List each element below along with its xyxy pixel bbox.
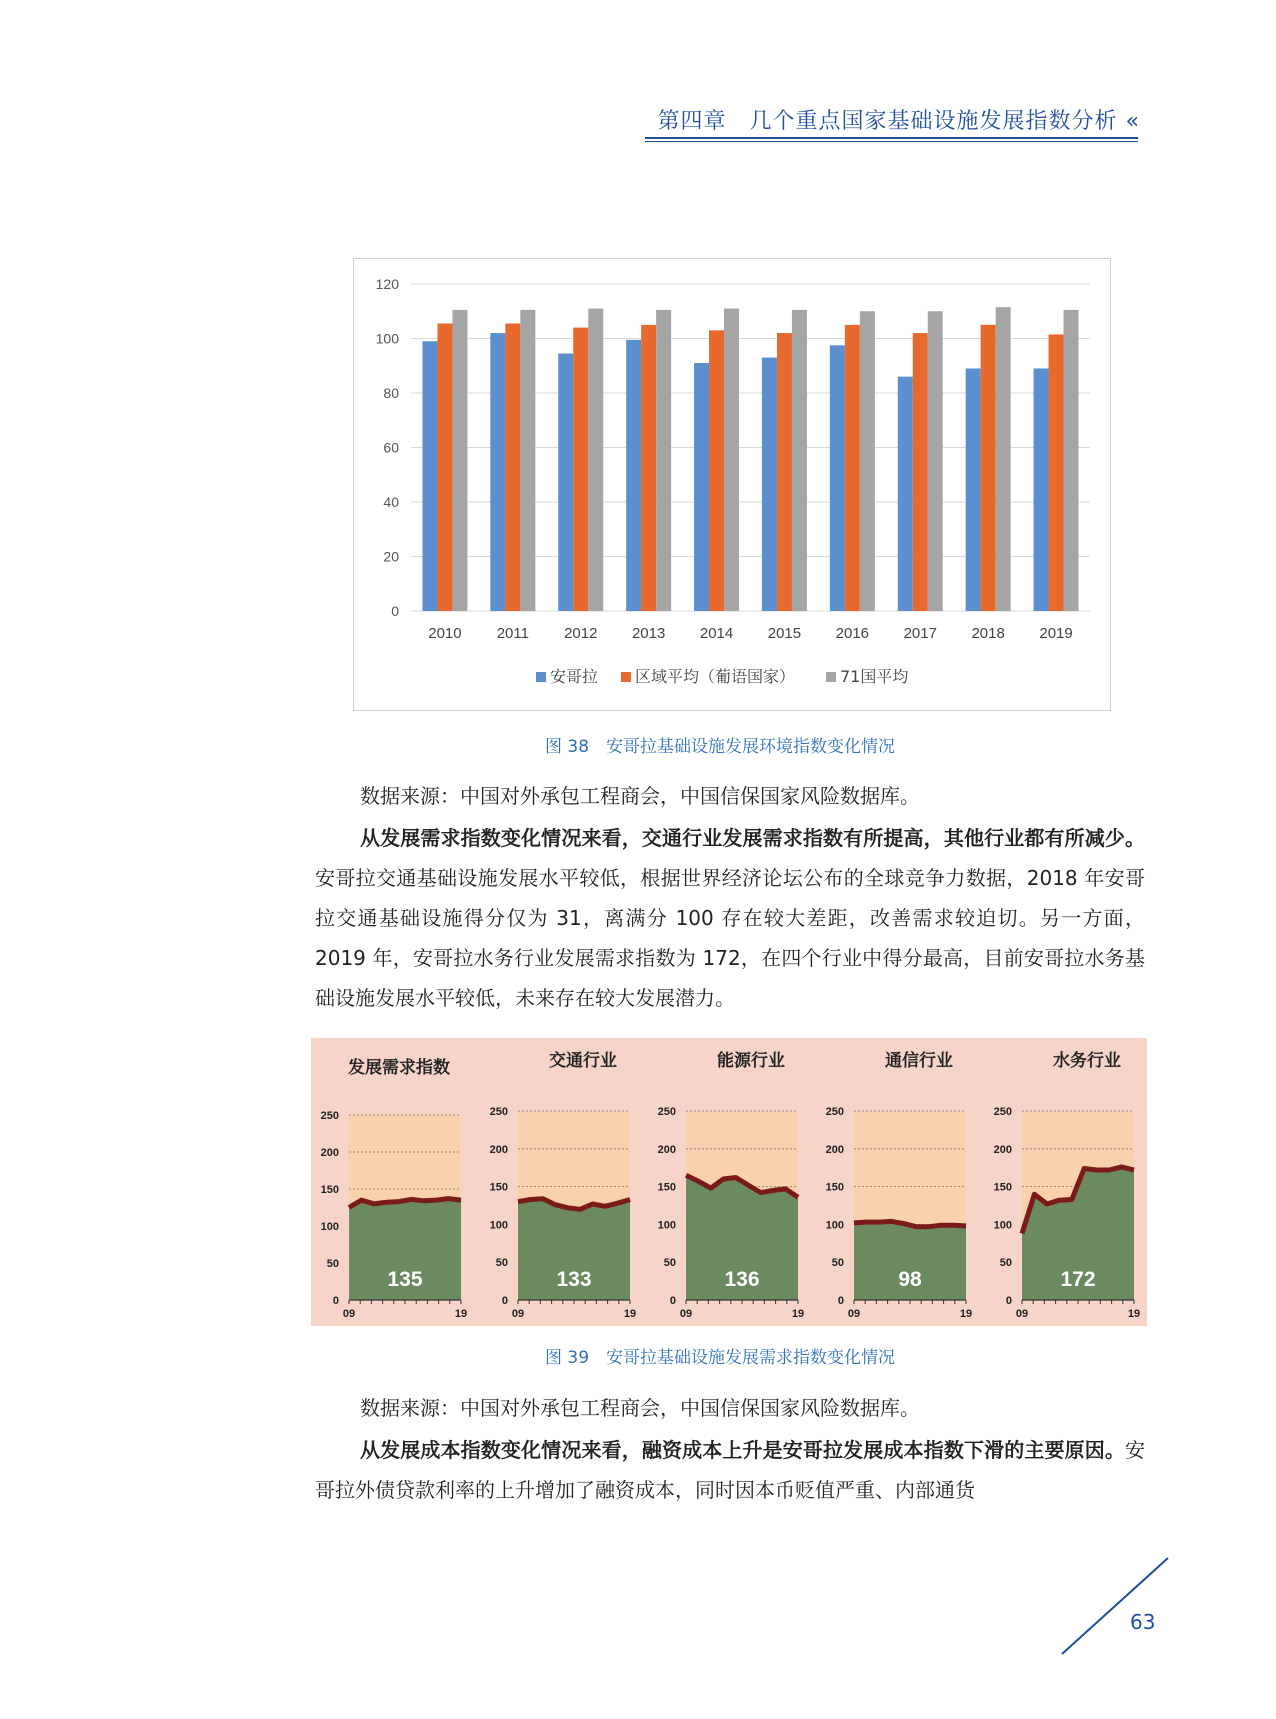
x-tick-label: 19 — [959, 1308, 973, 1320]
header-rule-thin — [645, 141, 1138, 142]
bar — [792, 310, 807, 611]
page-corner-line — [1060, 1556, 1170, 1656]
bar — [966, 368, 981, 611]
y-tick-label: 150 — [489, 1181, 508, 1194]
page-number: 63 — [1130, 1610, 1156, 1634]
bar — [1064, 310, 1079, 611]
y-tick-label: 50 — [495, 1257, 508, 1270]
y-tick-label: 200 — [320, 1147, 339, 1159]
x-tick-label: 19 — [623, 1308, 637, 1320]
small-chart-title: 能源行业 — [717, 1051, 785, 1071]
small-chart — [658, 1050, 804, 1320]
y-tick-label: 100 — [825, 1219, 844, 1232]
bar — [1049, 334, 1064, 611]
bar — [709, 330, 724, 611]
bar — [981, 325, 996, 611]
chart-legend — [536, 667, 908, 686]
x-tick-label: 2018 — [971, 625, 1005, 642]
small-chart — [321, 1057, 467, 1320]
bar — [1034, 368, 1049, 611]
figure-39-panel — [311, 1038, 1147, 1326]
bar — [860, 311, 875, 611]
y-tick-label: 0 — [837, 1295, 844, 1307]
y-tick-label: 50 — [831, 1257, 844, 1270]
x-tick-label: 2019 — [1039, 625, 1073, 642]
bar — [996, 307, 1011, 611]
x-tick-label: 09 — [342, 1308, 356, 1320]
bar — [558, 353, 573, 611]
x-tick-label: 09 — [679, 1308, 693, 1320]
x-tick-label: 2017 — [903, 625, 937, 642]
y-tick-label: 100 — [320, 1221, 339, 1233]
value-label: 136 — [724, 1268, 760, 1291]
x-tick-label: 2011 — [496, 625, 529, 642]
x-tick-label: 2013 — [631, 625, 666, 642]
small-chart — [994, 1050, 1140, 1320]
y-tick-label: 50 — [663, 1257, 676, 1270]
x-tick-label: 09 — [511, 1308, 525, 1320]
x-tick-label: 2016 — [835, 625, 870, 642]
paragraph-cost — [315, 1430, 1145, 1510]
x-tick-label: 2015 — [767, 625, 802, 642]
x-tick-label: 19 — [1127, 1308, 1141, 1320]
bar — [588, 309, 603, 611]
paragraph-demand — [315, 818, 1145, 1018]
y-tick-label: 150 — [657, 1181, 676, 1194]
y-tick-label: 200 — [825, 1143, 844, 1156]
y-tick-label: 0 — [1005, 1295, 1012, 1307]
bar — [520, 310, 535, 611]
bar — [505, 324, 520, 611]
small-chart — [490, 1050, 636, 1320]
y-tick-label: 250 — [825, 1106, 844, 1118]
y-tick-label: 150 — [993, 1181, 1012, 1194]
legend-entry: 安哥拉 — [550, 667, 599, 686]
y-tick-label: 200 — [657, 1143, 676, 1156]
x-tick-label: 09 — [1015, 1308, 1029, 1320]
bar — [422, 341, 437, 611]
bar — [898, 377, 913, 611]
bar — [626, 340, 641, 611]
bar — [928, 311, 943, 611]
legend-entry: 区域平均（葡语国家） — [635, 667, 796, 686]
bar — [573, 328, 588, 611]
x-tick-label: 2012 — [564, 625, 598, 642]
paragraph-cost-lead: 从发展成本指数变化情况来看，融资成本上升是安哥拉发展成本指数下滑的主要原因。 — [360, 1438, 1125, 1462]
figure-39-chart — [311, 1038, 1147, 1326]
paragraph-demand-lead: 从发展需求指数变化情况来看，交通行业发展需求指数有所提高，其他行业都有所减少。 — [360, 826, 1145, 850]
value-label: 98 — [898, 1268, 922, 1291]
y-tick-label: 150 — [825, 1181, 844, 1194]
bar — [694, 363, 709, 611]
paragraph-cost-body: 安哥拉外债贷款利率的上升增加了融资成本，同时因本币贬值严重、内部通货 — [315, 1438, 1145, 1502]
x-tick-label: 19 — [791, 1308, 805, 1320]
bar — [762, 358, 777, 611]
y-tick-label: 100 — [993, 1219, 1012, 1232]
x-tick-label: 2010 — [428, 625, 462, 642]
y-tick-label: 0 — [391, 603, 399, 619]
bar — [777, 333, 792, 611]
chapter-header: 第四章 几个重点国家基础设施发展指数分析 « — [657, 109, 1140, 134]
bar — [913, 333, 928, 611]
figure-38-chart — [354, 259, 1110, 710]
value-label: 135 — [387, 1268, 423, 1291]
small-chart-title: 交通行业 — [549, 1051, 617, 1071]
bar — [641, 325, 656, 611]
paragraph-demand-body: 安哥拉交通基础设施发展水平较低，根据世界经济论坛公布的全球竞争力数据，2018 年安哥拉交通基础设施得分仅为 31，离满分 100 存在较大差距，改善需求较迫切。另一方面，2019 年，安哥拉水务行业发展需求指数为 172，在四个行业中得分最高，目前安哥拉水务基础设施发展水平较低，未来存在较大发展潜力。 — [315, 866, 1145, 1010]
bar — [490, 333, 505, 611]
legend-swatch — [826, 672, 836, 682]
y-tick-label: 80 — [383, 385, 399, 401]
value-label: 133 — [556, 1268, 592, 1291]
bar — [437, 324, 452, 611]
small-chart — [826, 1050, 972, 1320]
figure-38-caption: 图 38 安哥拉基础设施发展环境指数变化情况 — [544, 737, 896, 757]
value-label: 172 — [1060, 1268, 1096, 1291]
y-tick-label: 250 — [320, 1110, 339, 1122]
y-tick-label: 250 — [993, 1106, 1012, 1118]
header-rule — [645, 137, 1138, 139]
x-tick-label: 2014 — [699, 625, 734, 642]
y-tick-label: 0 — [669, 1295, 676, 1307]
y-tick-label: 60 — [383, 439, 399, 456]
x-tick-label: 19 — [454, 1308, 468, 1320]
small-chart-title: 发展需求指数 — [348, 1058, 450, 1078]
y-tick-label: 50 — [999, 1257, 1012, 1270]
y-tick-label: 200 — [489, 1143, 508, 1156]
x-tick-label: 09 — [847, 1308, 861, 1320]
figure-39-caption: 图 39 安哥拉基础设施发展需求指数变化情况 — [544, 1348, 896, 1368]
small-chart-title: 水务行业 — [1053, 1051, 1121, 1071]
y-tick-label: 20 — [383, 548, 399, 565]
y-tick-label: 250 — [657, 1106, 676, 1118]
y-tick-label: 0 — [332, 1295, 339, 1307]
y-tick-label: 100 — [375, 330, 399, 347]
bar — [724, 309, 739, 611]
bar — [656, 310, 671, 611]
y-tick-label: 120 — [375, 276, 399, 292]
y-tick-label: 0 — [501, 1295, 508, 1307]
y-tick-label: 200 — [993, 1143, 1012, 1156]
legend-swatch — [536, 672, 546, 682]
bar — [845, 325, 860, 611]
y-tick-label: 150 — [320, 1184, 339, 1196]
bar — [830, 345, 845, 611]
small-chart-title: 通信行业 — [885, 1051, 953, 1071]
data-source-2: 数据来源：中国对外承包工程商会，中国信保国家风险数据库。 — [360, 1396, 920, 1420]
y-tick-label: 100 — [489, 1219, 508, 1232]
bar — [452, 310, 467, 611]
y-tick-label: 40 — [383, 494, 399, 510]
legend-swatch — [621, 672, 631, 682]
legend-entry: 71国平均 — [840, 667, 909, 686]
y-tick-label: 100 — [657, 1219, 676, 1232]
y-tick-label: 50 — [326, 1258, 339, 1270]
y-tick-label: 250 — [489, 1106, 508, 1118]
figure-38-frame — [353, 258, 1111, 711]
data-source-1: 数据来源：中国对外承包工程商会，中国信保国家风险数据库。 — [360, 784, 920, 808]
